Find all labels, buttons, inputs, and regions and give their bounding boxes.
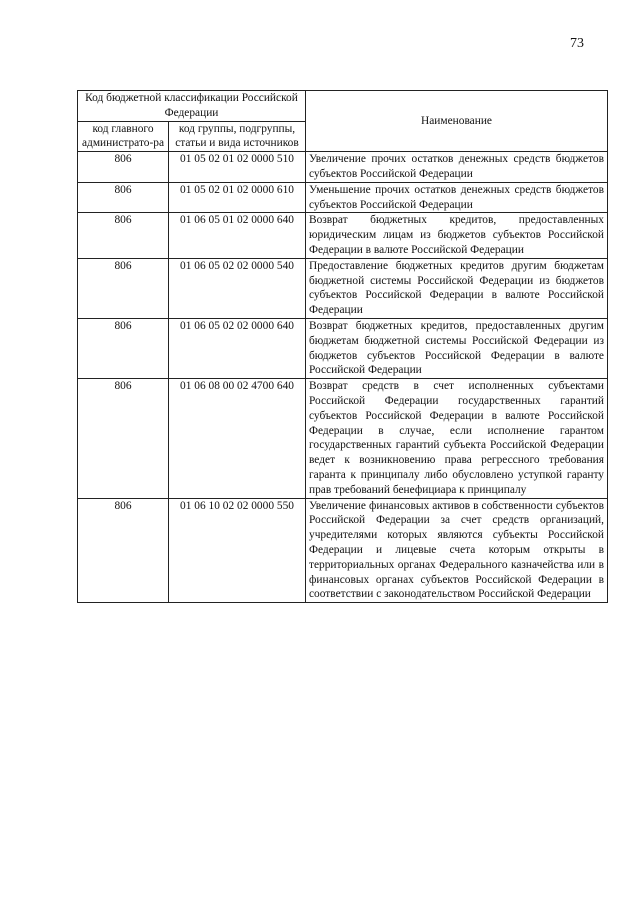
source-code-cell: 01 06 05 02 02 0000 640 bbox=[169, 318, 306, 378]
admin-code-cell: 806 bbox=[78, 498, 169, 603]
table-row bbox=[78, 379, 608, 498]
name-cell: Возврат бюджетных кредитов, предоставленных юридическим лицам из бюджетов субъектов Российской Федерации в валюте Российской Федерации bbox=[306, 213, 608, 258]
header-source-code: код группы, подгруппы, статьи и вида источников bbox=[169, 121, 306, 152]
name-cell: Возврат средств в счет исполненных субъектами Российской Федерации государственных гарантий субъектов Российской Федерации в валюте Российской Федерации в случае, если исполнение гарантом государственных гарантий субъекта Российской Федерации ведет к возникновению права регрессного требования гаранта к принципалу либо обусловлено уступкой гаранту прав требований бенефициара к принципалу bbox=[306, 379, 608, 498]
table-body bbox=[78, 152, 608, 603]
table-row bbox=[78, 182, 608, 213]
name-cell: Возврат бюджетных кредитов, предоставленных другим бюджетам бюджетной системы Российской Федерации из бюджетов субъектов Российской Федерации в валюте Российской Федерации bbox=[306, 318, 608, 378]
source-code-cell: 01 05 02 01 02 0000 610 bbox=[169, 182, 306, 213]
table-row bbox=[78, 318, 608, 378]
source-code-cell: 01 05 02 01 02 0000 510 bbox=[169, 152, 306, 183]
table-row bbox=[78, 213, 608, 258]
source-code-cell: 01 06 05 01 02 0000 640 bbox=[169, 213, 306, 258]
table-header-row bbox=[78, 91, 608, 122]
page-number: 73 bbox=[570, 36, 584, 51]
admin-code-cell: 806 bbox=[78, 379, 169, 498]
admin-code-cell: 806 bbox=[78, 213, 169, 258]
source-code-cell: 01 06 08 00 02 4700 640 bbox=[169, 379, 306, 498]
name-cell: Уменьшение прочих остатков денежных средств бюджетов субъектов Российской Федерации bbox=[306, 182, 608, 213]
name-cell: Увеличение финансовых активов в собственности субъектов Российской Федерации за счет средств организаций, учредителями которых являются субъекты Российской Федерации и лицевые счета которым открыты в территориальных органах Федерального казначейства или в финансовых органах субъектов Российской Федерации в соответствии с законодательством Российской Федерации bbox=[306, 498, 608, 603]
table-row bbox=[78, 152, 608, 183]
budget-classification-table bbox=[77, 90, 608, 603]
name-cell: Увеличение прочих остатков денежных средств бюджетов субъектов Российской Федерации bbox=[306, 152, 608, 183]
source-code-cell: 01 06 05 02 02 0000 540 bbox=[169, 258, 306, 318]
table-row bbox=[78, 258, 608, 318]
admin-code-cell: 806 bbox=[78, 318, 169, 378]
header-name: Наименование bbox=[306, 91, 608, 152]
admin-code-cell: 806 bbox=[78, 258, 169, 318]
source-code-cell: 01 06 10 02 02 0000 550 bbox=[169, 498, 306, 603]
header-group-title: Код бюджетной классификации Российской Федерации bbox=[78, 91, 306, 122]
table-row bbox=[78, 498, 608, 603]
header-admin-code: код главного администрато-ра bbox=[78, 121, 169, 152]
name-cell: Предоставление бюджетных кредитов другим бюджетам бюджетной системы Российской Федерации из бюджетов субъектов Российской Федерации в валюте Российской Федерации bbox=[306, 258, 608, 318]
admin-code-cell: 806 bbox=[78, 152, 169, 183]
admin-code-cell: 806 bbox=[78, 182, 169, 213]
